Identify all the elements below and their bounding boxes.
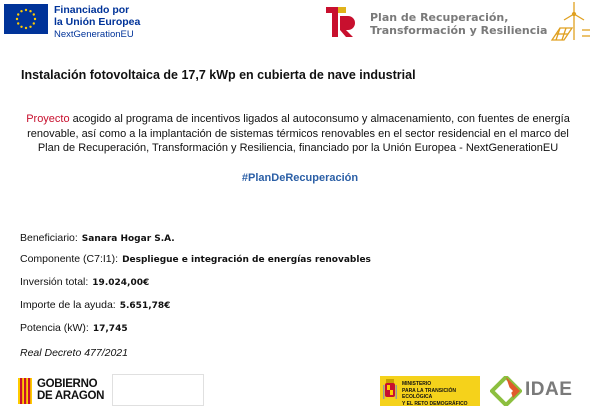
project-description [20, 112, 576, 156]
field-label: Componente (C7:I1): [20, 253, 119, 265]
eu-star [33, 22, 35, 24]
eu-star [17, 13, 19, 15]
header [0, 0, 600, 48]
field-value: 17,745 [92, 324, 128, 334]
ministerio-line-2: PARA LA TRANSICIÓN ECOLÓGICA [402, 387, 456, 400]
project-text: acogido al programa de incentivos ligados al autoconsumo y almacenamiento, con fuentes de energía renovable, así como a la implantación de sistemas térmicos renovables en el sector residencial en el marco del Plan de Recuperación, Transformación y Resiliencia, financiado por la Unión Europea - NextGenerationEU [27, 113, 570, 154]
field-value: 19.024,00€ [92, 278, 150, 288]
eu-star [33, 13, 35, 15]
field-componente [20, 253, 371, 265]
field-label: Potencia (kW): [20, 322, 89, 334]
gobierno-aragon-logo [18, 376, 110, 406]
eu-star [25, 9, 27, 11]
eu-star [29, 10, 31, 12]
eu-funding-text [54, 4, 140, 41]
ministerio-line-3: Y EL RETO DEMOGRÁFICO [402, 400, 468, 407]
aragon-line-1: GOBIERNO [37, 378, 98, 390]
eu-star [34, 18, 36, 20]
project-keyword: Proyecto [26, 113, 70, 125]
hashtag: #PlanDeRecuperación [241, 172, 359, 184]
prtr-line-1: Plan de Recuperación, [370, 11, 509, 24]
eu-star [29, 26, 31, 28]
field-value: Sanara Hogar S.A. [81, 234, 175, 244]
idae-logo [490, 376, 594, 406]
empty-logo-placeholder [112, 374, 204, 406]
field-value: 5.651,78€ [119, 301, 171, 311]
field-value: Despliegue e integración de energías renovables [122, 255, 371, 265]
wind-solar-icon [550, 0, 592, 44]
field-beneficiario [20, 232, 175, 244]
idae-mark-icon [490, 376, 522, 406]
ministerio-logo [380, 376, 480, 406]
aragon-line-2: DE ARAGON [37, 390, 105, 402]
field-inversion [20, 276, 149, 288]
field-potencia [20, 322, 128, 334]
spain-crest-icon [383, 379, 397, 403]
eu-star [25, 27, 27, 29]
idae-text: IDAE [525, 379, 573, 400]
eu-star [20, 26, 22, 28]
field-label: Importe de la ayuda: [20, 299, 116, 311]
eu-line-2: la Unión Europea [54, 16, 141, 28]
decree-reference: Real Decreto 477/2021 [20, 347, 128, 359]
eu-line-1: Financiado por [54, 4, 130, 16]
field-label: Inversión total: [20, 276, 89, 288]
eu-star [16, 18, 18, 20]
field-ayuda [20, 299, 170, 311]
aragon-shield-icon [18, 378, 32, 404]
eu-star [17, 22, 19, 24]
eu-line-3: NextGenerationEU [54, 29, 134, 40]
prtr-text [370, 11, 547, 37]
eu-flag-icon [4, 4, 48, 34]
prtr-line-2: Transformación y Resiliencia [370, 24, 548, 37]
eu-star [20, 10, 22, 12]
ministerio-line-1: MINISTERIO [402, 381, 432, 387]
field-label: Beneficiario: [20, 232, 78, 244]
page-title: Instalación fotovoltaica de 17,7 kWp en cubierta de nave industrial [21, 68, 416, 82]
prtr-logo-icon [322, 6, 358, 38]
